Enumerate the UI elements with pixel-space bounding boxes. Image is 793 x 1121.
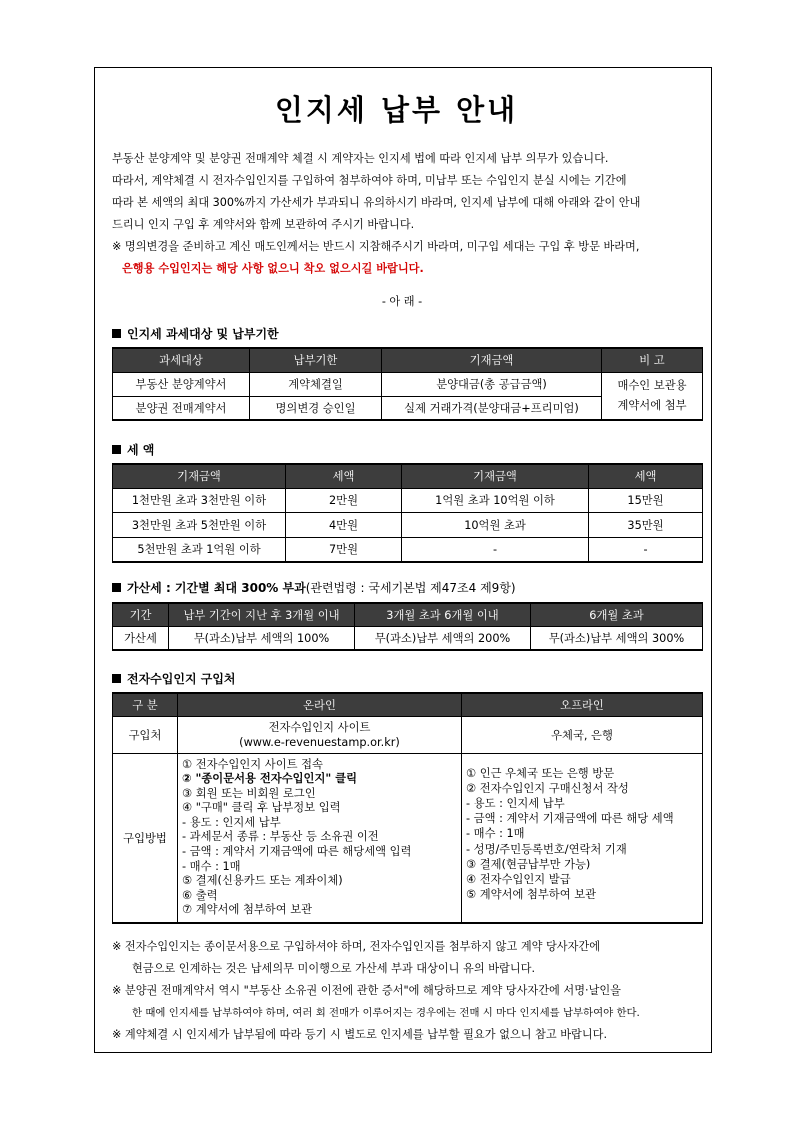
note-line-2: 현금으로 인계하는 것은 납세의무 미이행으로 가산세 부과 대상이니 유의 바랍니다.: [132, 962, 536, 975]
col-header: 6개월 초과: [531, 603, 703, 626]
table-row: 1천만원 초과 3천만원 이하 2만원 1억원 초과 10억원 이하 15만원: [113, 488, 703, 512]
col-header: 기재금액: [402, 464, 589, 488]
offline-steps: [462, 753, 703, 923]
list-item: - 금액 : 계약서 기재금액에 따른 해당 세액: [466, 812, 674, 826]
purchase-table: [112, 692, 703, 924]
section-penalty-title: 가산세 : 기간별 최대 300% 부과(관련법령 : 국세기본법 제47조4 제9항): [112, 579, 516, 596]
list-item: ③ 회원 또는 비회원 로그인: [182, 786, 316, 800]
section-purchase-title: 전자수입인지 구입처: [112, 670, 236, 687]
square-bullet-icon: [112, 674, 121, 683]
col-header: 납부기한: [250, 348, 382, 372]
list-item: ⑦ 계약서에 첨부하여 보관: [182, 903, 313, 917]
offline-place: 우체국, 은행: [462, 716, 703, 753]
list-item: ① 인근 우체국 또는 은행 방문: [466, 766, 615, 780]
intro-line-4: 드리니 인지 구입 후 계약서와 함께 보관하여 주시기 바랍니다.: [112, 218, 415, 231]
table-row: 가산세 무(과소)납부 세액의 100% 무(과소)납부 세액의 200% 무(과소)납부 세액의 300%: [113, 626, 703, 650]
section-taxable-title: 인지세 과세대상 및 납부기한: [112, 325, 279, 342]
remarks-cell: 매수인 보관용 계약서에 첨부: [602, 372, 703, 420]
list-item: - 용도 : 인지세 납부: [466, 796, 565, 810]
col-header: 세액: [589, 464, 703, 488]
col-header: 기간: [113, 603, 169, 626]
col-header: 온라인: [178, 693, 462, 716]
list-item: ⑤ 결제(신용카드 또는 계좌이체): [182, 874, 343, 888]
list-item: ① 전자수입인지 사이트 접속: [182, 757, 323, 771]
page-title: 인지세 납부 안내: [274, 93, 519, 127]
intro-line-2: 따라서, 계약체결 시 전자수입인지를 구입하여 첨부하여야 하며, 미납부 또는 수입인지 분실 시에는 기간에: [112, 174, 627, 187]
note-line-3: ※ 분양권 전매계약서 역시 "부동산 소유권 이전에 관한 증서"에 해당하므로 계약 당사자간에 서명·날인을: [112, 984, 621, 997]
square-bullet-icon: [112, 445, 121, 454]
list-item: ⑤ 계약서에 첨부하여 보관: [466, 888, 597, 902]
col-header: 세액: [286, 464, 402, 488]
note-line-1: ※ 전자수입인지는 종이문서용으로 구입하셔야 하며, 전자수입인지를 첨부하지 않고 계약 당사자간에: [112, 940, 601, 953]
online-site-name: 전자수입인지 사이트: [268, 720, 371, 734]
table-row: 부동산 분양계약서 계약체결일 분양대금(총 공급금액) 매수인 보관용 계약서에 첨부: [113, 372, 703, 396]
table-row: 분양권 전매계약서 명의변경 승인일 실제 거래가격(분양대금+프리미엄): [113, 396, 703, 420]
list-item: ② 전자수입인지 구매신청서 작성: [466, 781, 629, 795]
penalty-table: [112, 602, 703, 651]
list-item: - 용도 : 인지세 납부: [182, 815, 281, 829]
list-item: - 성명/주민등록번호/연락처 기재: [466, 842, 627, 856]
square-bullet-icon: [112, 329, 121, 338]
tax-amount-table: [112, 463, 703, 563]
table-row: 구입처 전자수입인지 사이트 (www.e-revenuestamp.or.kr) 우체국, 은행: [113, 716, 703, 753]
list-item: ② "종이문서용 전자수입인지" 클릭: [182, 772, 358, 786]
square-bullet-icon: [112, 583, 121, 592]
list-item: - 금액 : 계약서 기재금액에 따른 해당세액 입력: [182, 845, 412, 859]
online-steps: [178, 753, 462, 923]
intro-red-warning: 은행용 수입인지는 해당 사항 없으니 착오 없으시길 바랍니다.: [122, 262, 424, 275]
list-item: ③ 결제(현금납부만 가능): [466, 857, 591, 871]
intro-line-5: ※ 명의변경을 준비하고 계신 매도인께서는 반드시 지참해주시기 바라며, 미구입 세대는 구입 후 방문 바라며,: [112, 240, 640, 253]
col-header: 납부 기간이 지난 후 3개월 이내: [169, 603, 355, 626]
col-header: 기재금액: [113, 464, 286, 488]
list-item: - 매수 : 1매: [466, 827, 525, 841]
list-item: ⑥ 출력: [182, 888, 218, 902]
list-item: - 과세문서 종류 : 부동산 등 소유권 이전: [182, 830, 379, 844]
table-row: 5천만원 초과 1억원 이하 7만원 - -: [113, 537, 703, 562]
col-header: 기재금액: [382, 348, 602, 372]
table-row: 구입방법 ① 전자수입인지 사이트 접속 ② "종이문서용 전자수입인지" 클릭 ③ 회원 또는 비회원 로그인 ④ "구매" 클릭 후 납부정보 입력 - 용도 : 인지세 납부 - 과세문서 종류 : 부동산 등 소유권 이전 - 금액 : 계약서 기재금액에 따른 해당세액 입력 - 매수 : 1매 ⑤ 결제(신용카드 또는 계좌이체) ⑥ 출력 ⑦ 계약서에 첨부하여 보관 ① 인근 우체국 또는 은행 방문 ② 전자수입인지 구매신청서 작성 - 용도 : 인지세 납부 - 금액 : 계약서 기재금액에 따른 해당 세액 - 매수 : 1매 - 성명/주민등록번호/연락처 기재 ③ 결제(현금납부만 가능) ④ 전자수입인지 발급 ⑤ 계약서에 첨부하여 보관: [113, 753, 703, 923]
taxable-table: [112, 347, 703, 421]
col-header: 과세대상: [113, 348, 250, 372]
table-row: 3천만원 초과 5천만원 이하 4만원 10억원 초과 35만원: [113, 512, 703, 537]
col-header: 비 고: [602, 348, 703, 372]
below-heading: - 아 래 -: [381, 295, 423, 308]
col-header: 구 분: [113, 693, 178, 716]
list-item: ④ "구매" 클릭 후 납부정보 입력: [182, 801, 341, 815]
col-header: 3개월 초과 6개월 이내: [355, 603, 531, 626]
list-item: - 매수 : 1매: [182, 859, 241, 873]
section-tax-amount-title: 세 액: [112, 441, 154, 458]
col-header: 오프라인: [462, 693, 703, 716]
intro-line-1: 부동산 분양계약 및 분양권 전매계약 체결 시 계약자는 인지세 법에 따라 인지세 납부 의무가 있습니다.: [112, 152, 609, 165]
list-item: ④ 전자수입인지 발급: [466, 872, 571, 886]
intro-line-3: 따라 본 세액의 최대 300%까지 가산세가 부과되니 유의하시기 바라며, 인지세 납부에 대해 아래와 같이 안내: [112, 196, 641, 209]
online-site-url: (www.e-revenuestamp.or.kr): [239, 735, 400, 749]
note-line-5: ※ 계약체결 시 인지세가 납부됨에 따라 등기 시 별도로 인지세를 납부할 필요가 없으니 참고 바랍니다.: [112, 1028, 608, 1041]
note-line-4: 한 때에 인지세를 납부하여야 하며, 여러 회 전매가 이루어지는 경우에는 전매 시 마다 인지세를 납부하여야 한다.: [132, 1007, 640, 1019]
